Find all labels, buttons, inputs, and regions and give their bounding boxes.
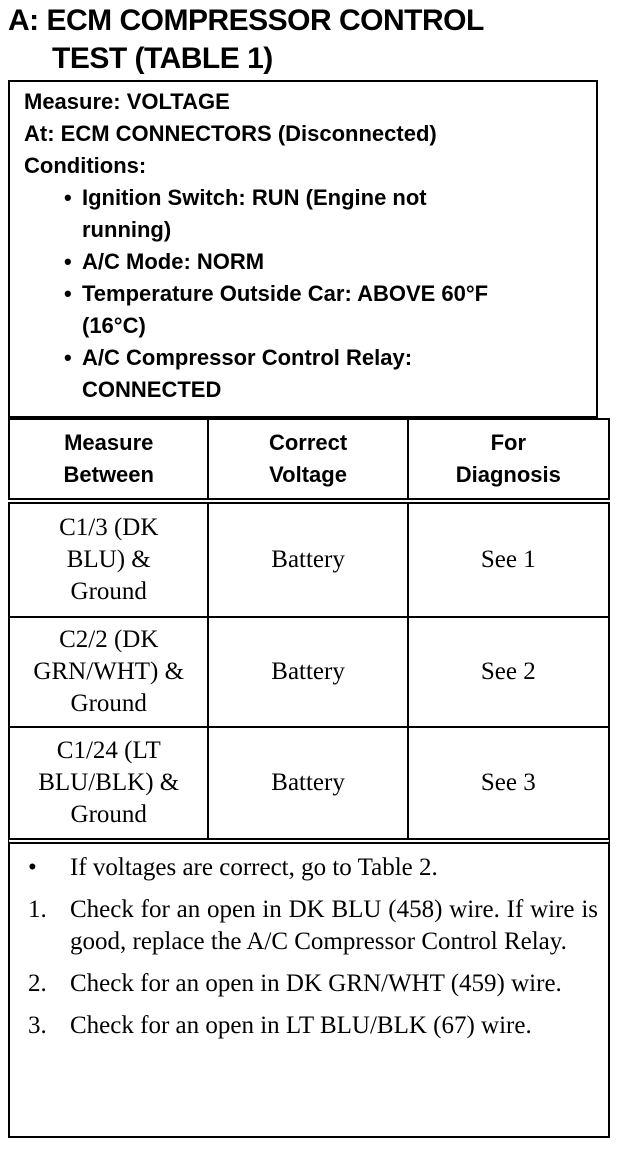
cell-line: C1/3 (DK [59, 514, 159, 541]
note-marker: 2. [28, 970, 47, 997]
note-marker: 3. [28, 1012, 47, 1039]
header-line: Correct [268, 430, 348, 455]
column-header-correct-voltage [208, 419, 407, 501]
correct-voltage-cell: Battery [208, 501, 407, 617]
cell-line: BLU) & [66, 546, 151, 573]
cell-line: Ground [70, 801, 147, 828]
note-marker: • [28, 854, 37, 881]
note-item [18, 894, 598, 958]
header-line: Diagnosis [455, 462, 561, 487]
note-item [18, 1010, 598, 1042]
cell-line: BLU/BLK) & [38, 769, 180, 796]
cell-line: Ground [70, 578, 147, 605]
bullet-marker: • [64, 281, 72, 306]
condition-line: Ignition Switch: RUN (Engine not [82, 185, 427, 210]
note-item [18, 852, 598, 884]
bullet-marker: • [64, 185, 72, 210]
note-text: Check for an open in DK BLU (458) wire. If wire is good, replace the A/C Compressor Control Relay. [70, 896, 598, 955]
conditions-box [8, 80, 598, 418]
header-line: For [490, 430, 527, 455]
note-text: Check for an open in DK GRN/WHT (459) wire. [70, 970, 562, 997]
correct-voltage-cell: Battery [208, 727, 407, 839]
condition-item [24, 246, 584, 278]
table-row [9, 727, 609, 839]
cell-line: C1/24 (LT [56, 737, 161, 764]
condition-line: running) [82, 217, 172, 242]
bullet-marker: • [64, 249, 72, 274]
title-line-2: TEST (TABLE 1) [52, 42, 273, 75]
cell-line: Ground [70, 690, 147, 717]
column-header-for-diagnosis [408, 419, 609, 501]
table-row [9, 501, 609, 617]
notes-box [8, 838, 610, 1138]
bullet-marker: • [64, 345, 72, 370]
header-line: Measure [64, 430, 154, 455]
header-line: Voltage [269, 462, 347, 487]
title-line-1: A: ECM COMPRESSOR CONTROL [8, 4, 484, 37]
conditions-label: Conditions: [24, 153, 147, 178]
note-text: Check for an open in LT BLU/BLK (67) wire. [70, 1012, 532, 1039]
voltage-table [8, 418, 610, 840]
table-header-row [9, 419, 609, 501]
correct-voltage-cell: Battery [208, 617, 407, 727]
measure-text: Measure: VOLTAGE [24, 89, 230, 114]
measure-between-cell [9, 617, 208, 727]
cell-line: GRN/WHT) & [33, 658, 185, 685]
condition-line: (16°C) [82, 313, 146, 338]
cell-line: C2/2 (DK [59, 626, 159, 653]
condition-line: A/C Compressor Control Relay: [82, 345, 413, 370]
column-header-measure-between [9, 419, 208, 501]
note-item [18, 968, 598, 1000]
measure-between-cell [9, 501, 208, 617]
measure-between-cell [9, 727, 208, 839]
condition-item [24, 278, 584, 342]
diagnosis-cell: See 3 [408, 727, 609, 839]
note-marker: 1. [28, 896, 47, 923]
header-line: Between [63, 462, 154, 487]
diagnosis-cell: See 1 [408, 501, 609, 617]
page-title [8, 2, 628, 78]
table-row [9, 617, 609, 727]
condition-line: Temperature Outside Car: ABOVE 60°F [82, 281, 489, 306]
condition-item [24, 342, 584, 406]
condition-line: A/C Mode: NORM [82, 249, 265, 274]
condition-item [24, 182, 584, 246]
condition-line: CONNECTED [82, 377, 222, 402]
note-text: If voltages are correct, go to Table 2. [70, 854, 438, 881]
at-text: At: ECM CONNECTORS (Disconnected) [24, 121, 437, 146]
diagnosis-cell: See 2 [408, 617, 609, 727]
